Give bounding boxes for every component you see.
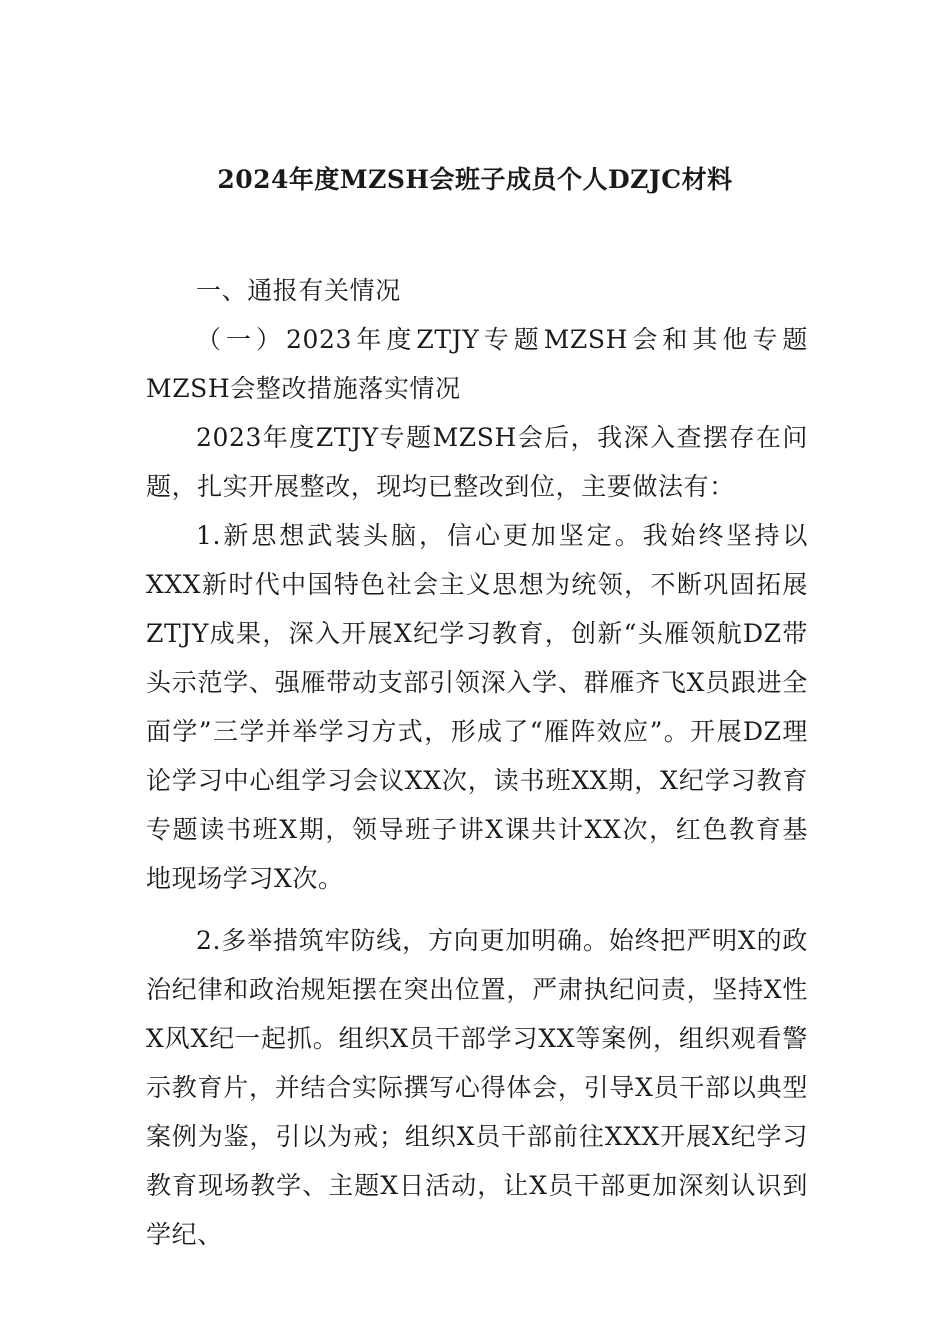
section-heading: 一、通报有关情况 [196,276,401,305]
body-paragraph: 2.多举措筑牢防线，方向更加明确。始终把严明X的政治纪律和政治规矩摆在突出位置，严肃执纪问责，坚持X性X风X纪一起抓。组织X员干部学习XX等案例，组织观看警示教育片，并结合实际撰写心得体会，引导X员干部以典型案例为鉴，引以为戒；组织X员干部前往XXX开展X纪学习教育现场教学、主题X日活动，让X员干部更加深刻认识到学纪、 [146,926,808,1249]
subsection-heading: （一）2023年度ZTJY专题MZSH会和其他专题MZSH会整改措施落实情况 [146,325,808,403]
document-title: 2024年度MZSH会班子成员个人DZJC材料 [217,165,733,194]
body-paragraph: 1.新思想武装头脑，信心更加坚定。我始终坚持以XXX新时代中国特色社会主义思想为统领，不断巩固拓展ZTJY成果，深入开展X纪学习教育，创新“头雁领航DZ带头示范学、强雁带动支部引领深入学、群雁齐飞X员跟进全面学”三学并举学习方式，形成了“雁阵效应”。开展DZ理论学习中心组学习会议XX次，读书班XX期，X纪学习教育专题读书班X期，领导班子讲X课共计XX次，红色教育基地现场学习X次。 [146,521,808,893]
document-body [146,266,808,1259]
body-paragraph: 2023年度ZTJY专题MZSH会后，我深入查摆存在问题，扎实开展整改，现均已整改到位，主要做法有： [146,423,808,501]
